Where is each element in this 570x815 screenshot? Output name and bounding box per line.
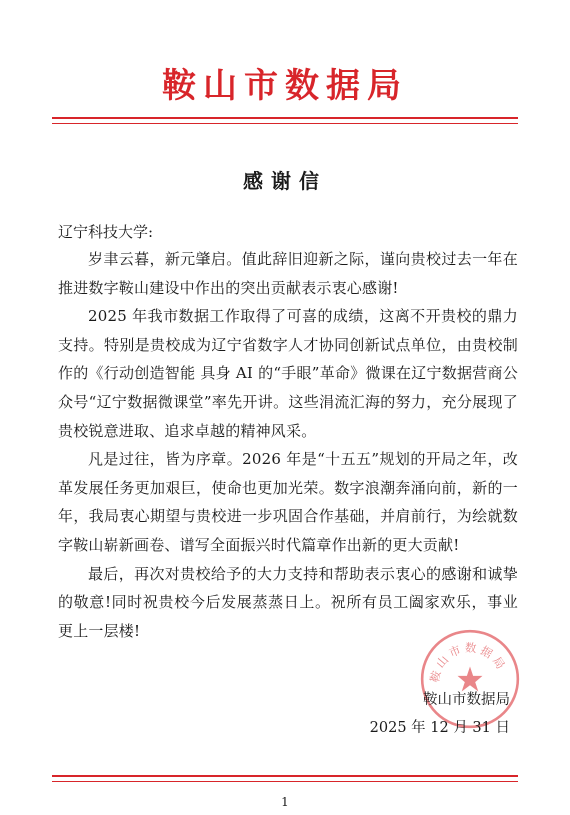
signature-date: 2025 年 12 月 31 日: [369, 720, 510, 736]
letterhead-org-name: 鞍山市数据局: [162, 66, 408, 106]
footer-rule-thin: [52, 781, 518, 782]
signature-org: 鞍山市数据局: [423, 692, 510, 708]
seal-text: 鞍山市数据局: [427, 640, 510, 684]
salutation: 辽宁科技大学:: [58, 223, 154, 241]
letterhead-rule-thin: [52, 123, 518, 124]
footer-rule-thick: [52, 775, 518, 777]
letter-body: [58, 219, 518, 645]
letter-title: 感谢信: [243, 169, 327, 193]
page-number: 1: [281, 795, 289, 809]
paragraph-4: 最后，再次对贵校给予的大力支持和帮助表示衷心的感谢和诚挚的敬意!同时祝贵校今后发展蒸蒸日上。祝所有员工阖家欢乐，事业更上一层楼!: [58, 564, 518, 640]
letterhead-rule-thick: [52, 117, 518, 119]
paragraph-3: 凡是过往，皆为序章。2026 年是“十五五”规划的开局之年，改革发展任务更加艰巨，使命也更加光荣。数字浪潮奔涌向前，新的一年，我局衷心期望与贵校进一步巩固合作基础，并肩前行，为绘就数字鞍山崭新画卷、谱写全面振兴时代篇章作出新的更大贡献!: [58, 450, 518, 554]
paragraph-1: 岁聿云暮，新元肇启。值此辞旧迎新之际，谨向贵校过去一年在推进数字鞍山建设中作出的突出贡献表示衷心感谢!: [58, 250, 518, 297]
paragraph-2: 2025 年我市数据工作取得了可喜的成绩，这离不开贵校的鼎力支持。特别是贵校成为辽宁省数字人才协同创新试点单位，由贵校制作的《行动创造智能 具身 AI 的“手眼”革命》微课在辽宁数据营商公众号“辽宁数据微课堂”率先开讲。这些涓流汇海的努力，充分展现了贵校锐意进取、追求卓越的精神风采。: [58, 307, 518, 440]
